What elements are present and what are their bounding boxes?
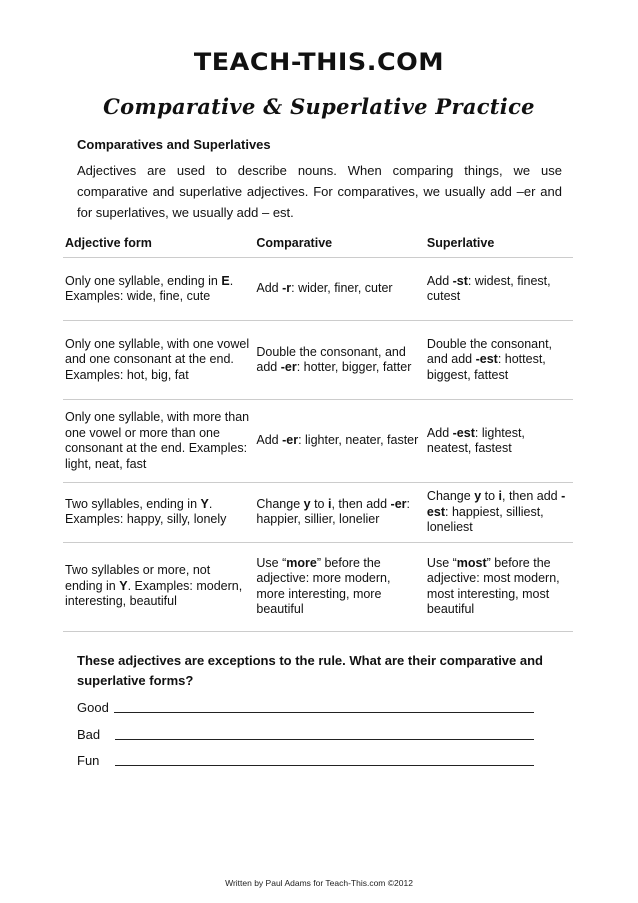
adjective-rules-table xyxy=(63,231,573,632)
exercise-line-fun xyxy=(77,753,99,768)
comparative-cell: Change y to i, then add -er: happier, sillier, lonelier xyxy=(254,483,425,543)
exercise-word: Bad xyxy=(77,727,101,742)
exercise-word: Good xyxy=(77,700,109,715)
exercise-line-bad xyxy=(77,727,100,742)
footer-credit: Written by Paul Adams for Teach-This.com ©2012 xyxy=(225,878,413,888)
table-row xyxy=(63,258,573,321)
adjective-form-cell: Only one syllable, ending in E. Examples: wide, fine, cute xyxy=(63,258,254,321)
superlative-cell: Add -est: lightest, neatest, fastest xyxy=(425,400,573,483)
superlative-cell: Use “most” before the adjective: most modern, most interesting, most beautiful xyxy=(425,542,573,631)
exercise-word: Fun xyxy=(77,753,100,768)
comparative-cell: Add -er: lighter, neater, faster xyxy=(254,400,425,483)
comparative-cell: Add -r: wider, finer, cuter xyxy=(254,258,425,321)
exceptions-heading: These adjectives are exceptions to the rule. What are their comparative and superlative forms? xyxy=(77,653,543,688)
intro-paragraph: Adjectives are used to describe nouns. When comparing things, we use comparative and superlative adjectives. For comparatives, we usually add –er and for superlatives, we usually add – est. xyxy=(77,163,562,220)
superlative-cell: Change y to i, then add -est: happiest, silliest, loneliest xyxy=(425,483,573,543)
section-heading: Comparatives and Superlatives xyxy=(77,137,271,152)
header-adjective-form: Adjective form xyxy=(63,231,254,258)
table-row xyxy=(63,321,573,400)
adjective-form-cell: Only one syllable, with more than one vowel or more than one consonant at the end. Examples: light, neat, fast xyxy=(63,400,254,483)
adjective-form-cell: Two syllables, ending in Y. Examples: happy, silly, lonely xyxy=(63,483,254,543)
worksheet-title: Comparative & Superlative Practice xyxy=(103,94,535,119)
table-row xyxy=(63,483,573,543)
adjective-form-cell: Two syllables or more, not ending in Y. Examples: modern, interesting, beautiful xyxy=(63,542,254,631)
site-title: TEACH-THIS.COM xyxy=(193,48,445,76)
comparative-cell: Use “more” before the adjective: more modern, more interesting, more beautiful xyxy=(254,542,425,631)
table-header-row xyxy=(63,231,573,258)
answer-blank[interactable] xyxy=(115,765,534,766)
table-row xyxy=(63,542,573,631)
header-comparative: Comparative xyxy=(254,231,425,258)
answer-blank[interactable] xyxy=(115,739,534,740)
exercise-line-good xyxy=(77,700,109,715)
adjective-form-cell: Only one syllable, with one vowel and one consonant at the end. Examples: hot, big, fat xyxy=(63,321,254,400)
header-superlative: Superlative xyxy=(425,231,573,258)
superlative-cell: Double the consonant, and add -est: hottest, biggest, fattest xyxy=(425,321,573,400)
answer-blank[interactable] xyxy=(114,712,534,713)
table-row xyxy=(63,400,573,483)
superlative-cell: Add -st: widest, finest, cutest xyxy=(425,258,573,321)
comparative-cell: Double the consonant, and add -er: hotter, bigger, fatter xyxy=(254,321,425,400)
